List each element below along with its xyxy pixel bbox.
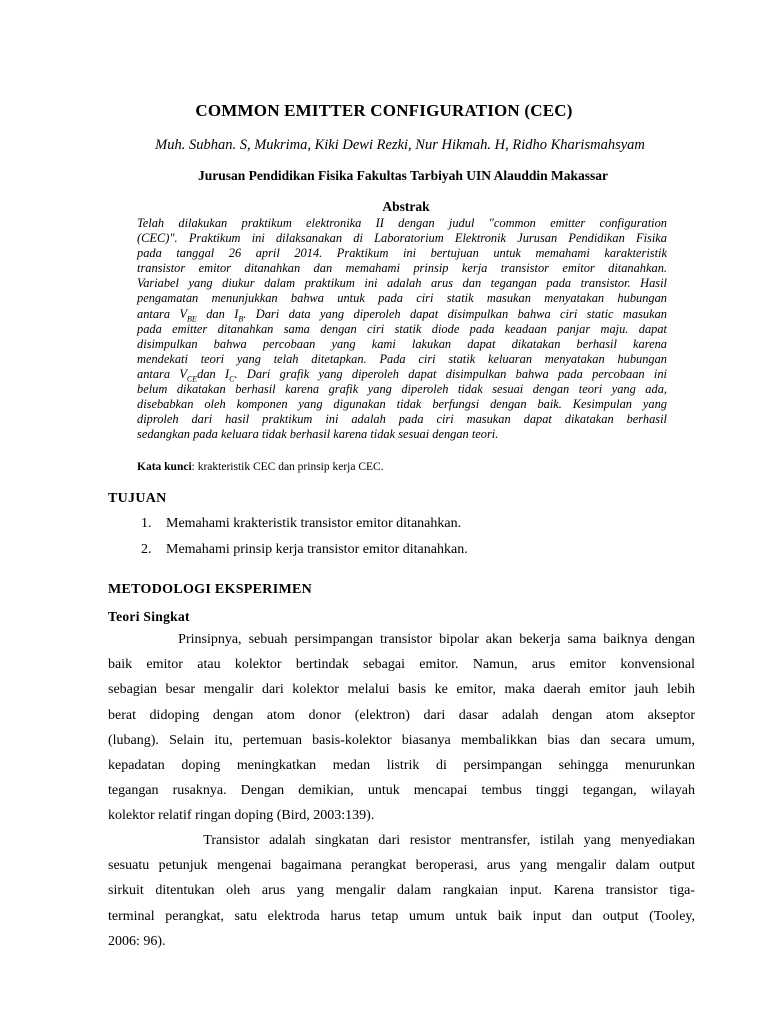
abstract-text: antara V [137, 366, 187, 381]
keywords-label: Kata kunci [137, 461, 192, 473]
list-text: Memahami prinsip kerja transistor emitor ditanahkan. [166, 542, 468, 557]
list-number: 1. [141, 516, 152, 531]
abstract-heading: Abstrak [382, 199, 430, 214]
paragraph-line: baik emitor atau kolektor bertindak sebagai emitor. Namun, arus emitor konvensional [108, 657, 695, 673]
paragraph-line: sebagian besar mengalir dari kolektor melalui basis ke emitor, maka daerah emitor jauh lebih [108, 682, 695, 698]
subscript: BE [187, 314, 197, 324]
subscript: B [238, 314, 244, 324]
abstract-text: dan I [197, 366, 230, 381]
list-item [141, 542, 468, 558]
paragraph-line: (lubang). Selain itu, pertemuan basis-kolektor biasanya membalikkan bias dan secara umum, [108, 732, 695, 748]
list-item [141, 516, 461, 532]
abstract-line: transistor emitor ditanahkan dan memahami prinsip kerja transistor emitor ditanahkan. [137, 261, 667, 276]
paragraph-line: sesuatu petunjuk mengenai bagaimana perangkat beroperasi, arus yang mengalir dalam output [108, 858, 695, 874]
abstract-text: antara V [137, 306, 188, 321]
abstract-text: dan I [196, 306, 239, 321]
paragraph-line: kolektor relatif ringan doping (Bird, 2003:139). [108, 808, 375, 824]
list-text: Memahami krakteristik transistor emitor ditanahkan. [166, 516, 462, 531]
subscript: C [229, 374, 235, 384]
paper-title: COMMON EMITTER CONFIGURATION (CEC) [195, 101, 573, 120]
abstract-line: Variabel yang diukur dalam praktikum ini adalah arus dan tegangan pada transistor. Hasil [137, 276, 667, 291]
abstract-line: sedangkan pada keluara tidak berhasil karena tidak sesuai dengan teori. [137, 427, 499, 442]
paragraph [108, 627, 695, 829]
paragraph-line: 2006: 96). [108, 933, 166, 949]
abstract-line: (CEC)". Praktikum ini dilaksanakan di Laboratorium Elektronik Jurusan Pendidikan Fisika [137, 231, 667, 246]
abstract-text: . Dari grafik yang diperoleh dapat disimpulkan bahwa pada percobaan ini [234, 366, 667, 381]
abstract-line: disimpulkan bahwa percobaan yang kami lakukan dapat dikatakan berhasil karena [137, 336, 667, 351]
subscript: CE [186, 374, 198, 384]
author-list: Muh. Subhan. S, Mukrima, Kiki Dewi Rezki, Nur Hikmah. H, Ridho Kharismahsyam [155, 137, 645, 153]
paragraph-line: tegangan rusaknya. Dengan demikian, untuk mencapai tembus tinggi tegangan, wilayah [108, 783, 695, 799]
abstract-text: . Dari data yang diperoleh dapat disimpulkan bahwa ciri static masukan [243, 306, 667, 321]
paragraph-line: sirkuit ditentukan oleh arus yang mengalir dalam rangkaian input. Karena transistor tiga- [108, 883, 695, 899]
abstract-line: disebabkan oleh komponen yang digunakan tidak berfungsi dengan baik. Kesimpulan yang [137, 397, 667, 412]
abstract-line [137, 307, 667, 322]
abstract-body [137, 216, 667, 442]
paragraph-line: Transistor adalah singkatan dari resistor mentransfer, istilah yang menyediakan [108, 833, 695, 848]
paragraph-line: kepadatan doping meningkatkan medan listrik di persimpangan sehingga menurunkan [108, 757, 695, 773]
list-number: 2. [141, 542, 152, 557]
abstract-line: diproleh dari hasil praktikum ini adalah pada ciri masukan dapat dikatakan berhasil [137, 412, 667, 427]
abstract-line: belum dikatakan berhasil karena grafik yang diperoleh tidak sesuai dengan teori yang ada, [137, 382, 667, 397]
affiliation: Jurusan Pendidikan Fisika Fakultas Tarbiyah UIN Alauddin Makassar [197, 168, 609, 183]
section-heading-tujuan: TUJUAN [108, 491, 167, 506]
paragraph [108, 828, 695, 954]
keywords [137, 461, 384, 473]
paragraph-line: terminal perangkat, satu elektroda harus tetap umum untuk baik input dan output (Tooley, [108, 908, 695, 924]
abstract-line: pengamatan menunjukkan bahwa untuk pada ciri statik masukan menyatakan hubungan [137, 291, 667, 306]
subsection-heading: Teori Singkat [108, 609, 190, 624]
keywords-text: : krakteristik CEC dan prinsip kerja CEC. [191, 461, 384, 473]
abstract-line: Telah dilakukan praktikum elektronika II dengan judul "common emitter configuration [137, 216, 667, 230]
section-heading-metodologi: METODOLOGI EKSPERIMEN [108, 582, 313, 597]
paragraph-line: Prinsipnya, sebuah persimpangan transistor bipolar akan bekerja sama baiknya dengan [108, 632, 695, 647]
abstract-line: mendekati teori yang telah ditetapkan. Pada ciri statik keluaran menyatakan hubungan [137, 351, 667, 366]
abstract-line [137, 367, 667, 382]
abstract-line: pada tanggal 26 april 2014. Praktikum ini bertujuan untuk memahami karakteristik [137, 246, 667, 261]
abstract-line: pada emitter ditanahkan sama dengan ciri statik diode pada keadaan panjar maju. dapat [137, 321, 667, 336]
paragraph-line: berat didoping dengan atom donor (elektron) dari dasar adalah dengan atom akseptor [108, 707, 695, 723]
